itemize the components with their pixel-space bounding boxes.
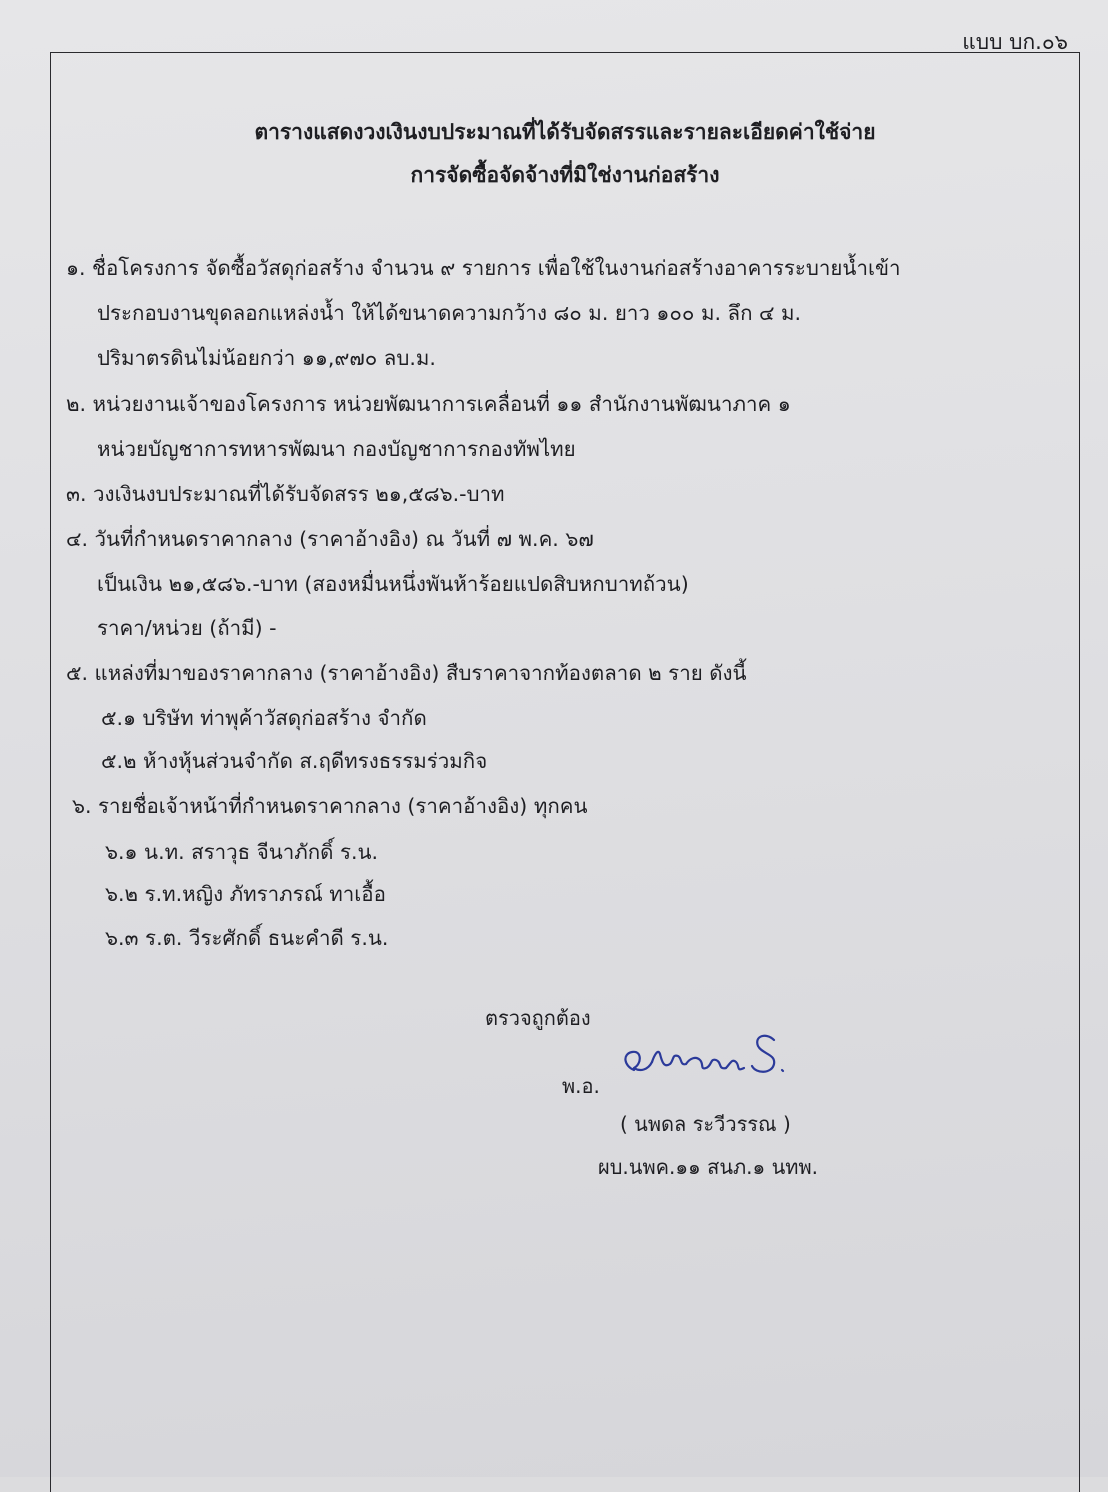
document-title-line1: ตารางแสดงวงเงินงบประมาณที่ได้รับจัดสรรและรายละเอียดค่าใช้จ่าย [254,120,876,144]
item-6-1: ๖.๑ น.ท. สราวุธ จีนาภักดิ์ ร.น. [105,840,379,864]
item-1-line2: ประกอบงานขุดลอกแหล่งน้ำ ให้ได้ขนาดความกว้าง ๘๐ ม. ยาว ๑๐๐ ม. ลึก ๔ ม. [97,301,802,325]
item-2-line1: ๒. หน่วยงานเจ้าของโครงการ หน่วยพัฒนาการเคลื่อนที่ ๑๑ สำนักงานพัฒนาภาค ๑ [66,392,791,416]
item-6-3: ๖.๓ ร.ต. วีระศักดิ์ ธนะคำดี ร.น. [105,926,389,950]
item-6: ๖. รายชื่อเจ้าหน้าที่กำหนดราคากลาง (ราคาอ้างอิง) ทุกคน [72,794,588,818]
form-code: แบบ บก.๐๖ [962,30,1068,54]
item-5-1: ๕.๑ บริษัท ท่าพุค้าวัสดุก่อสร้าง จำกัด [101,706,427,730]
verified-label: ตรวจถูกต้อง [485,1006,591,1030]
item-2-line2: หน่วยบัญชาการทหารพัฒนา กองบัญชาการกองทัพไทย [97,437,576,461]
item-4-line2: เป็นเงิน ๒๑,๕๘๖.-บาท (สองหมื่นหนึ่งพันห้าร้อยแปดสิบหกบาทถ้วน) [97,572,689,596]
item-1-line1: ๑. ชื่อโครงการ จัดซื้อวัสดุก่อสร้าง จำนวน ๙ รายการ เพื่อใช้ในงานก่อสร้างอาคารระบายน้ำเข้า [66,256,901,280]
item-5-2: ๕.๒ ห้างหุ้นส่วนจำกัด ส.ฤดีทรงธรรมร่วมกิจ [101,749,488,773]
signer-name: ( นพดล ระวีวรรณ ) [620,1112,791,1136]
handwritten-signature [616,1018,796,1088]
item-3: ๓. วงเงินงบประมาณที่ได้รับจัดสรร ๒๑,๕๘๖.-บาท [66,482,505,506]
signer-rank: พ.อ. [562,1074,600,1098]
document-title-line2: การจัดซื้อจัดจ้างที่มิใช่งานก่อสร้าง [410,163,720,187]
item-6-2: ๖.๒ ร.ท.หญิง ภัทราภรณ์ ทาเอื้อ [105,882,386,906]
item-5: ๕. แหล่งที่มาของราคากลาง (ราคาอ้างอิง) สืบราคาจากท้องตลาด ๒ ราย ดังนี้ [66,661,747,685]
item-4-line1: ๔. วันที่กำหนดราคากลาง (ราคาอ้างอิง) ณ วันที่ ๗ พ.ค. ๖๗ [66,527,594,551]
item-4-line3: ราคา/หน่วย (ถ้ามี) - [97,616,277,640]
item-1-line3: ปริมาตรดินไม่น้อยกว่า ๑๑,๙๗๐ ลบ.ม. [97,346,436,370]
signer-position: ผบ.นพค.๑๑ สนภ.๑ นทพ. [598,1155,818,1179]
